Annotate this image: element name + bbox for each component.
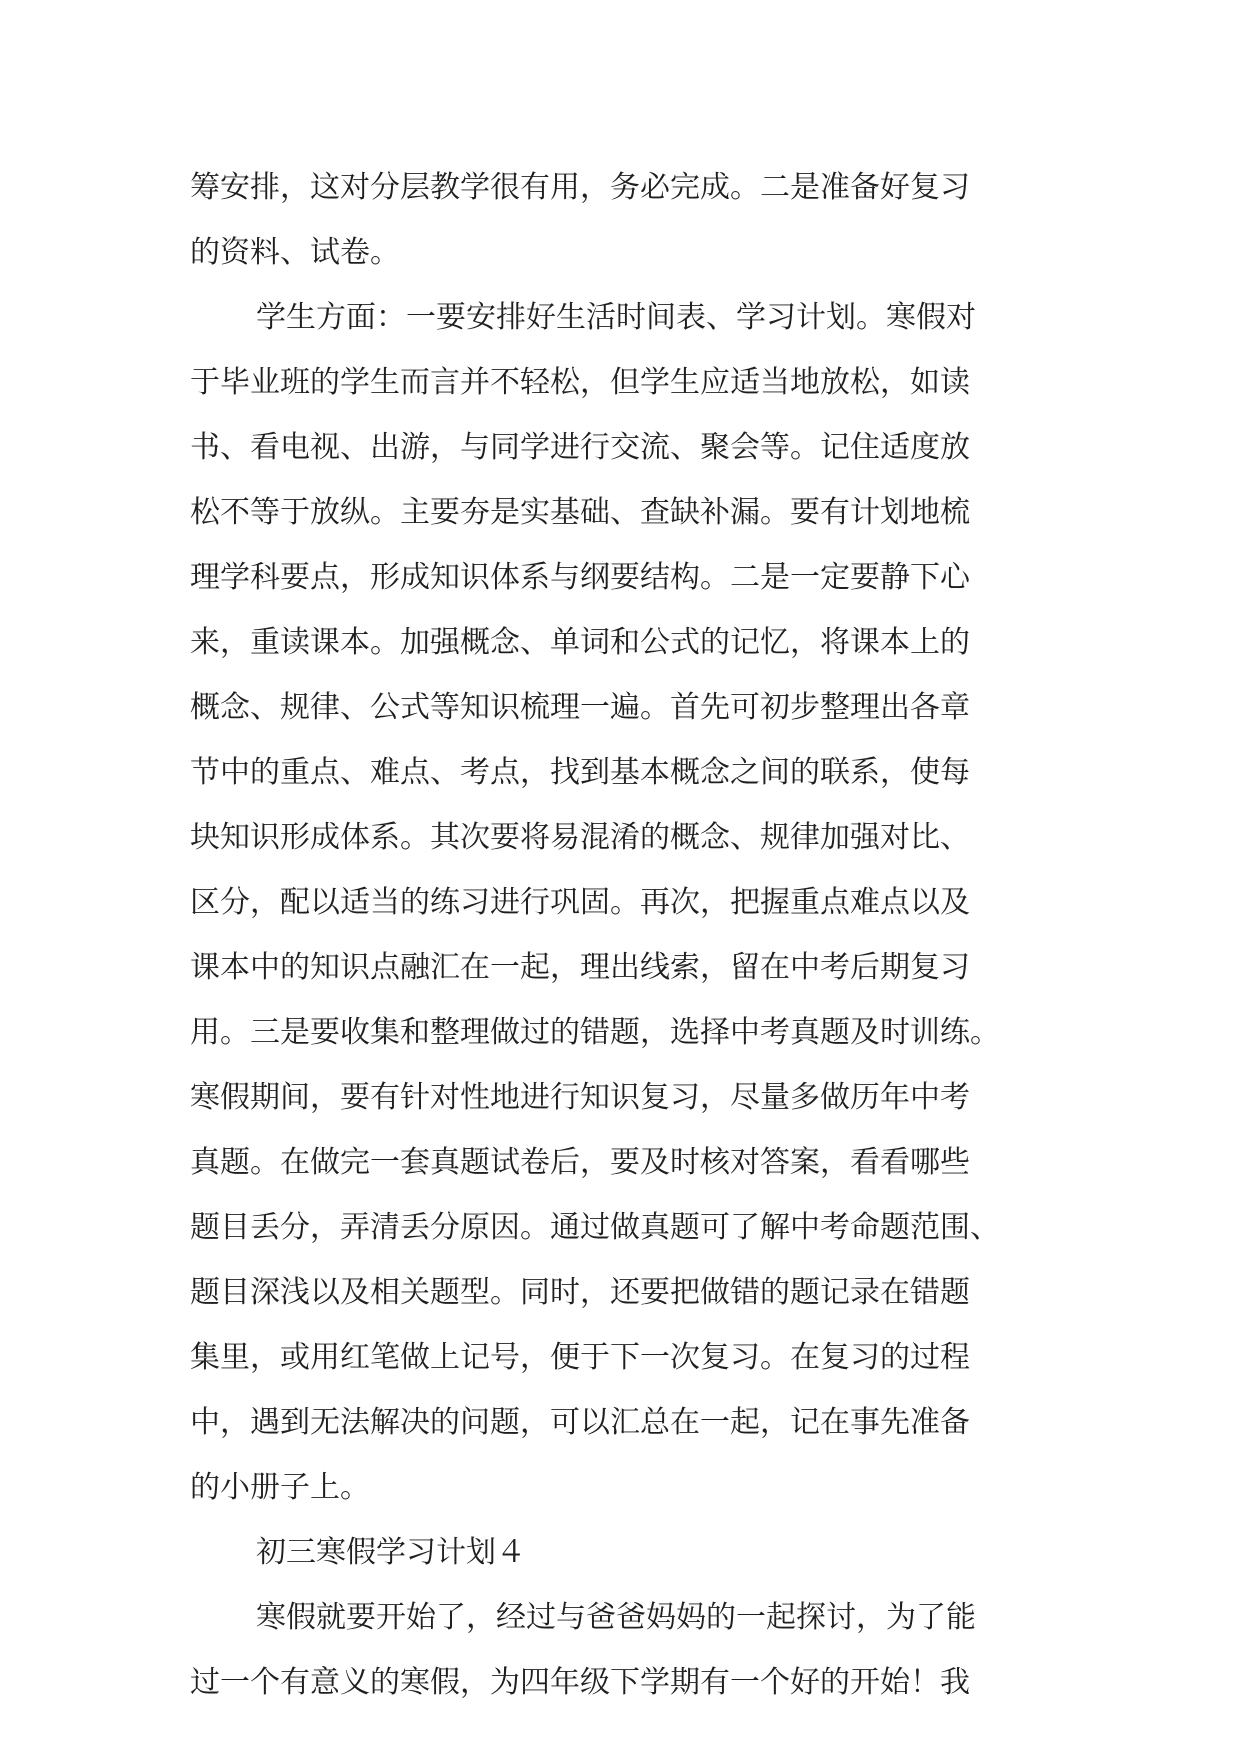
text-line: 课本中的知识点融汇在一起，理出线索，留在中考后期复习 [190,950,970,985]
paragraph-start-line: 学生方面：一要安排好生活时间表、学习计划。寒假对 [256,300,976,335]
text-line: 集里，或用红笔做上记号，便于下一次复习。在复习的过程 [190,1340,970,1375]
text-line: 块知识形成体系。其次要将易混淆的概念、规律加强对比、 [190,820,970,855]
text-line: 寒假期间，要有针对性地进行知识复习，尽量多做历年中考 [190,1080,970,1115]
text-line: 筹安排，这对分层教学很有用，务必完成。二是准备好复习 [190,170,970,205]
text-line: 书、看电视、出游，与同学进行交流、聚会等。记住适度放 [190,430,970,465]
text-line: 理学科要点，形成知识体系与纲要结构。二是一定要静下心 [190,560,970,595]
text-line: 节中的重点、难点、考点，找到基本概念之间的联系，使每 [190,755,970,790]
text-line: 用。三是要收集和整理做过的错题，选择中考真题及时训练。 [190,1015,1000,1050]
text-line: 的资料、试卷。 [190,235,400,270]
text-line: 的小册子上。 [190,1470,370,1505]
text-line: 区分，配以适当的练习进行巩固。再次，把握重点难点以及 [190,885,970,920]
paragraph-start-line: 寒假就要开始了，经过与爸爸妈妈的一起探讨，为了能 [256,1600,976,1635]
text-line: 过一个有意义的寒假，为四年级下学期有一个好的开始！我 [190,1665,970,1700]
text-line: 于毕业班的学生而言并不轻松，但学生应适当地放松，如读 [190,365,970,400]
text-line: 题目丢分，弄清丢分原因。通过做真题可了解中考命题范围、 [190,1210,1000,1245]
text-line: 中，遇到无法解决的问题，可以汇总在一起，记在事先准备 [190,1405,970,1440]
text-line: 松不等于放纵。主要夯是实基础、查缺补漏。要有计划地梳 [190,495,970,530]
text-line: 概念、规律、公式等知识梳理一遍。首先可初步整理出各章 [190,690,970,725]
text-line: 来，重读课本。加强概念、单词和公式的记忆，将课本上的 [190,625,970,660]
text-line: 题目深浅以及相关题型。同时，还要把做错的题记录在错题 [190,1275,970,1310]
document-body [190,155,1070,1715]
section-heading: 初三寒假学习计划４ [256,1535,526,1570]
text-line: 真题。在做完一套真题试卷后，要及时核对答案，看看哪些 [190,1145,970,1180]
